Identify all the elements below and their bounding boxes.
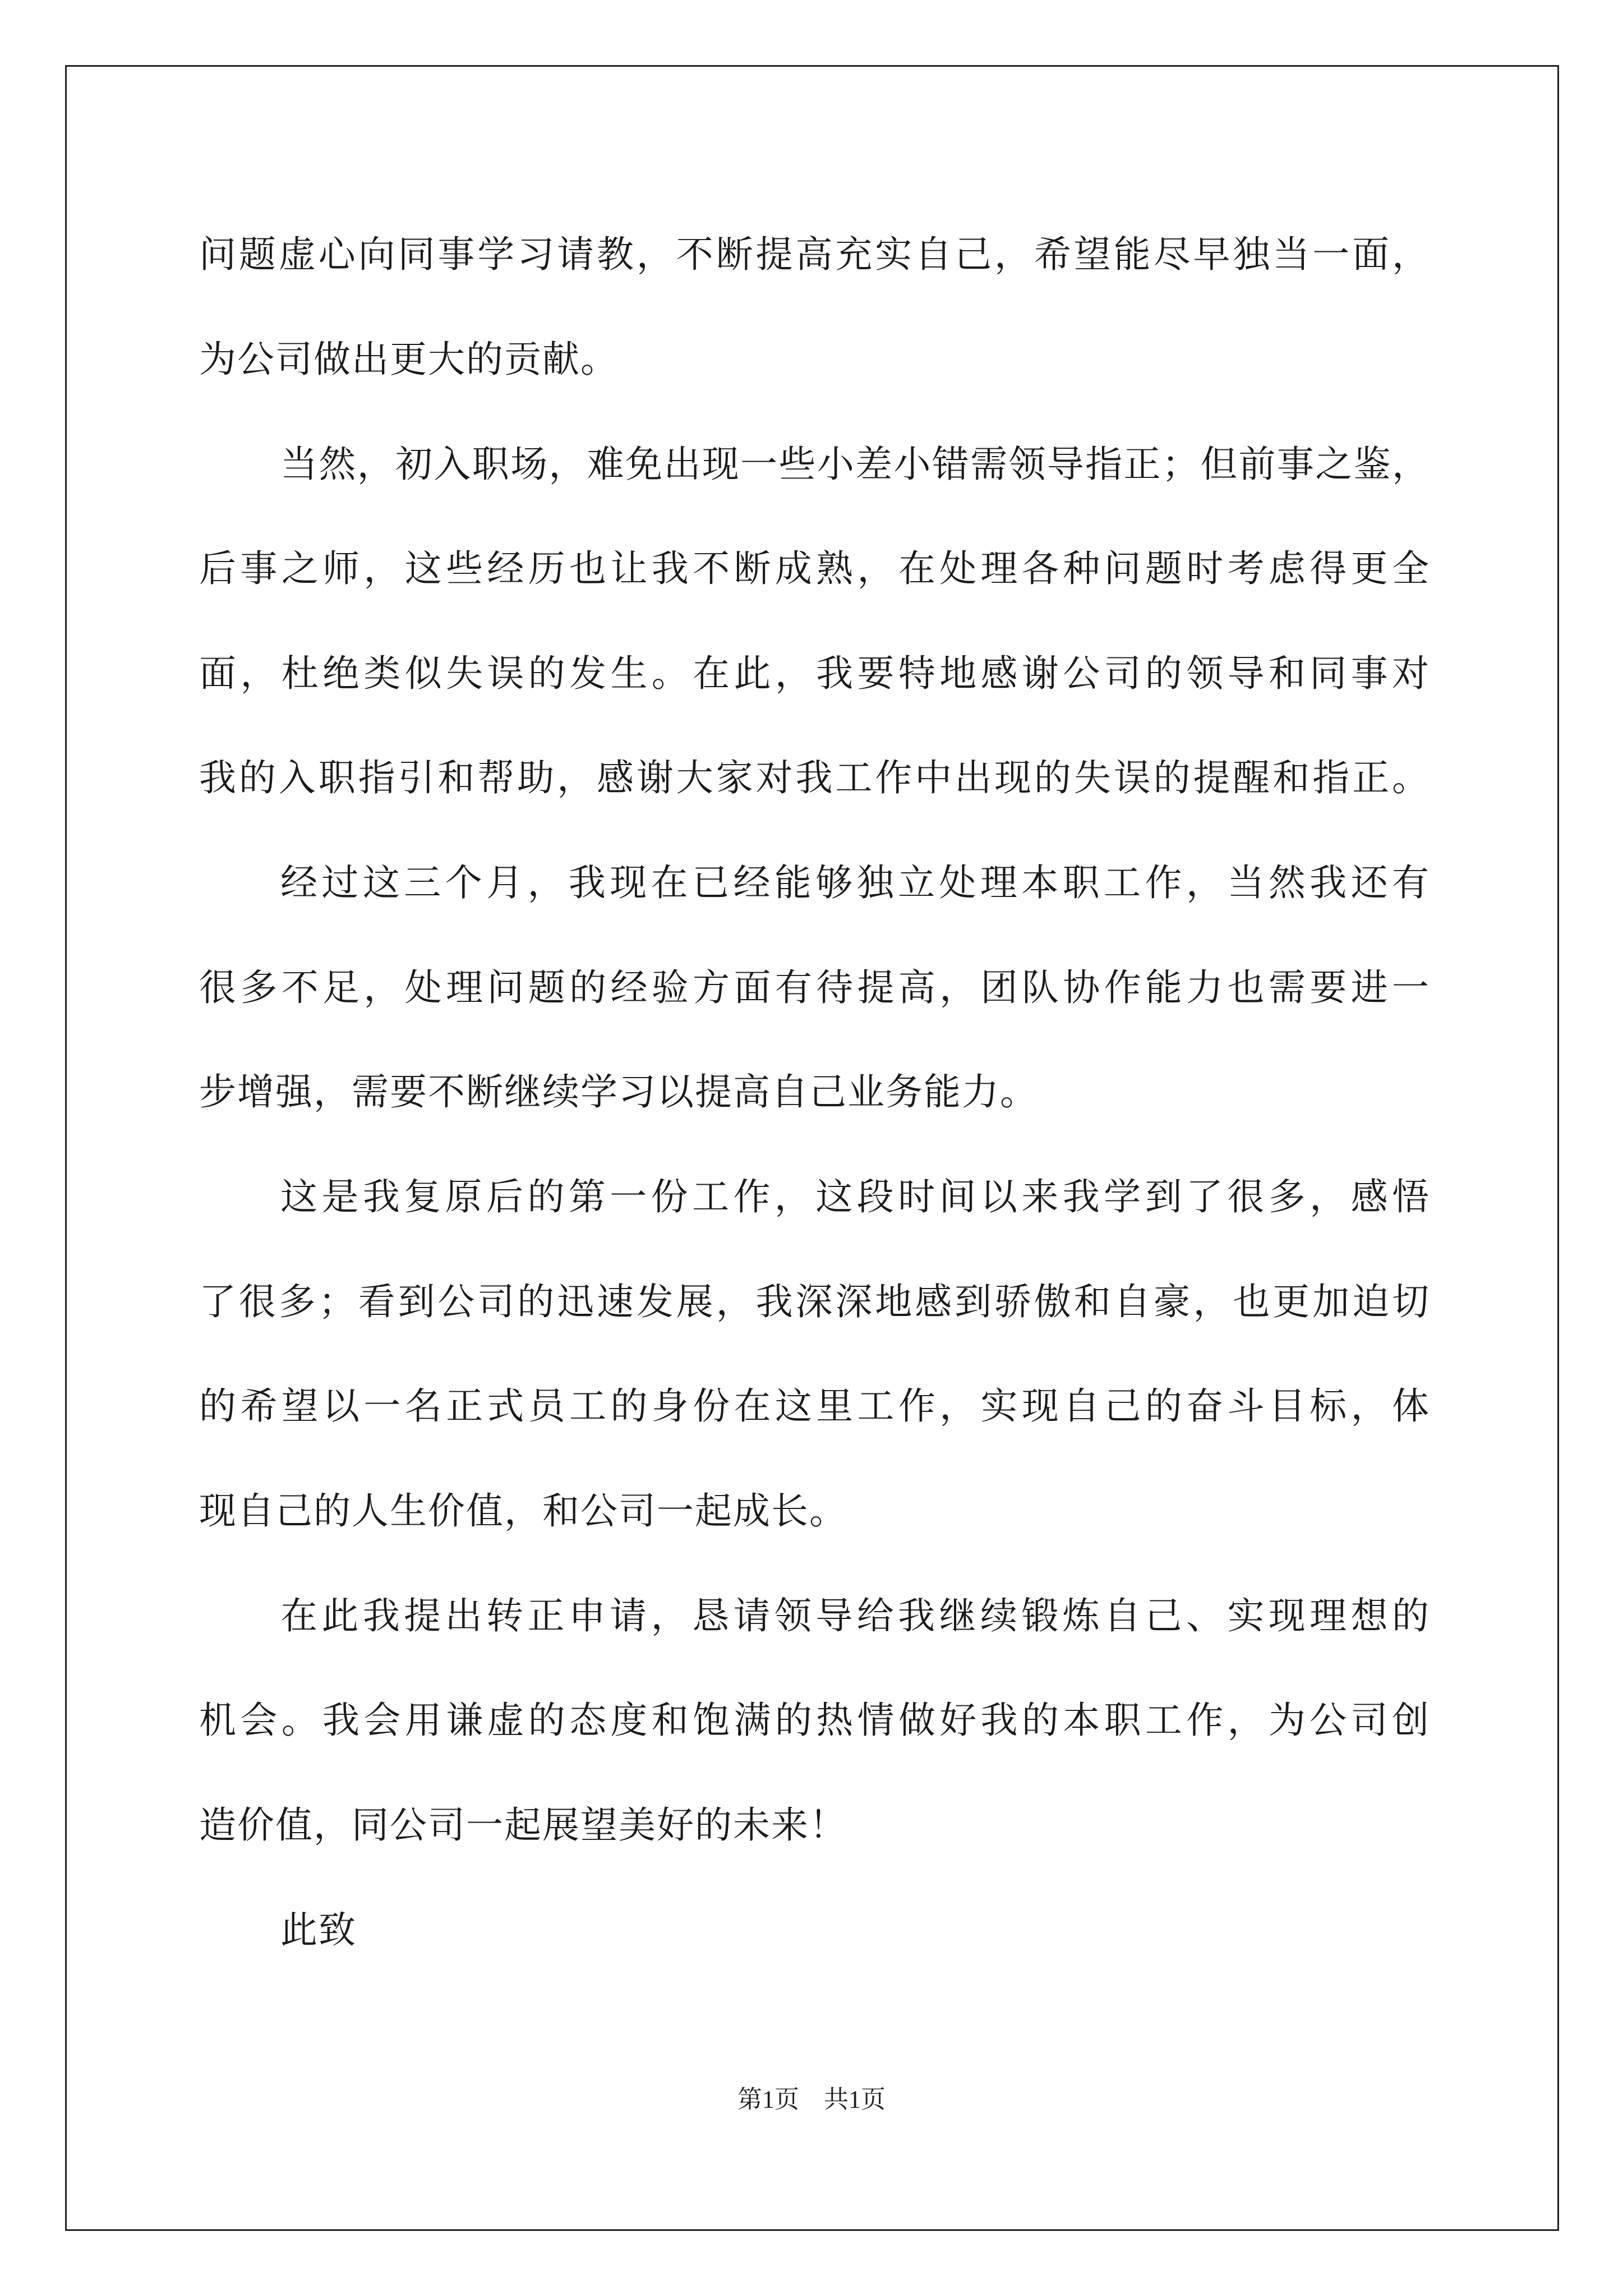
text-line: 我的入职指引和帮助，感谢大家对我工作中出现的失误的提醒和指正。 bbox=[199, 756, 1430, 799]
paragraph-start-line: 在此我提出转正申请，恳请领导给我继续锻炼自己、实现理想的 bbox=[280, 1594, 1430, 1637]
paragraph-start-line: 这是我复原后的第一份工作，这段时间以来我学到了很多，感悟 bbox=[280, 1175, 1430, 1218]
page-number: 第1页 共1页 bbox=[737, 2086, 886, 2113]
text-line: 造价值，同公司一起展望美好的未来！ bbox=[199, 1803, 847, 1847]
text-line: 很多不足，处理问题的经验方面有待提高，团队协作能力也需要进一 bbox=[199, 966, 1430, 1009]
text-line: 的希望以一名正式员工的身份在这里工作，实现自己的奋斗目标，体 bbox=[199, 1384, 1430, 1428]
text-line: 现自己的人生价值，和公司一起成长。 bbox=[199, 1489, 847, 1533]
paragraph-start-line: 经过这三个月，我现在已经能够独立处理本职工作，当然我还有 bbox=[280, 861, 1430, 904]
page-footer bbox=[0, 2084, 1623, 2115]
text-line: 问题虚心向同事学习请教，不断提高充实自己，希望能尽早独当一面， bbox=[199, 233, 1430, 276]
paragraph-start-line: 当然，初入职场，难免出现一些小差小错需领导指正；但前事之鉴， bbox=[280, 443, 1430, 486]
closing-salutation: 此致 bbox=[280, 1908, 357, 1952]
text-line: 步增强，需要不断继续学习以提高自己业务能力。 bbox=[199, 1070, 1038, 1114]
text-line: 机会。我会用谦虚的态度和饱满的热情做好我的本职工作，为公司创 bbox=[199, 1699, 1430, 1742]
text-line: 为公司做出更大的贡献。 bbox=[199, 338, 619, 381]
text-line: 了很多；看到公司的迅速发展，我深深地感到骄傲和自豪，也更加迫切 bbox=[199, 1280, 1430, 1323]
text-line: 面，杜绝类似失误的发生。在此，我要特地感谢公司的领导和同事对 bbox=[199, 652, 1430, 695]
text-line: 后事之师，这些经历也让我不断成熟，在处理各种问题时考虑得更全 bbox=[199, 547, 1430, 590]
